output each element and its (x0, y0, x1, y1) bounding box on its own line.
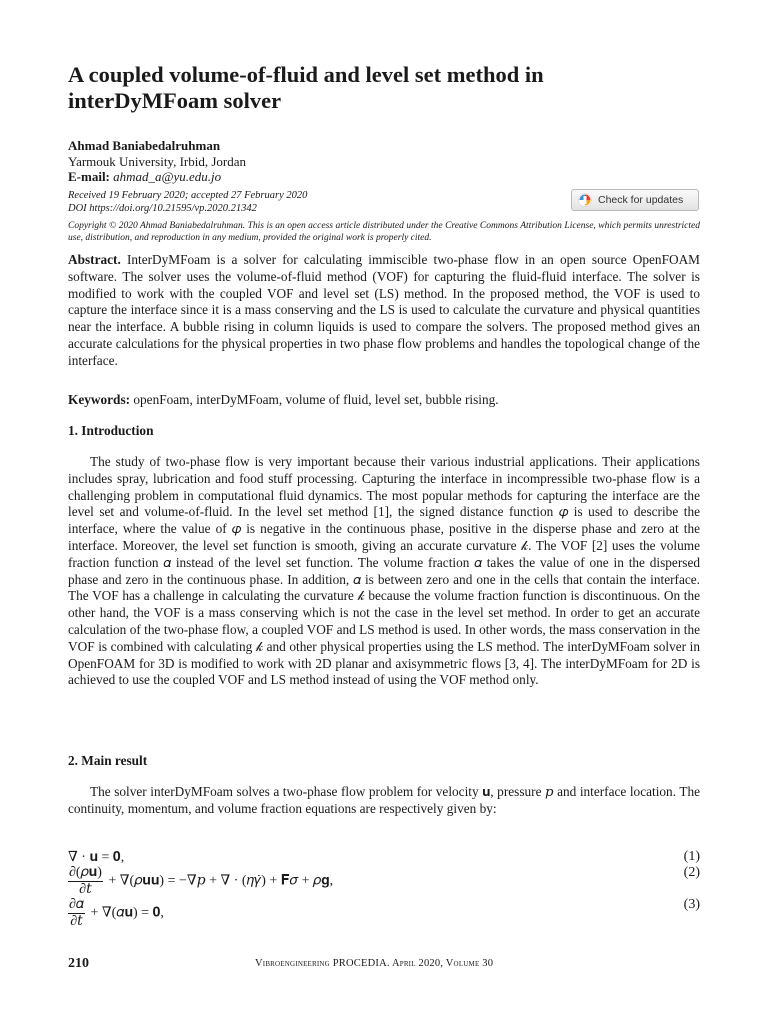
check-for-updates-label: Check for updates (598, 194, 684, 206)
author-name: Ahmad Baniabedalruhman (68, 138, 221, 153)
journal-running-footer: Vibroengineering PROCEDIA. April 2020, Volume 30 (255, 958, 494, 969)
keywords (68, 392, 700, 409)
equation-2-expression (68, 865, 333, 898)
section-heading-main-result: 2. Main result (68, 753, 148, 768)
received-dates: Received 19 February 2020; accepted 27 February 2020 (68, 190, 308, 201)
equation-1-number: (1) (683, 849, 700, 864)
equation-3-numerator: ∂𝛼 (69, 897, 85, 912)
keywords-text: openFoam, interDyMFoam, volume of fluid, level set, bubble rising. (130, 392, 499, 407)
main-result-paragraph: The solver interDyMFoam solves a two-phase flow problem for velocity 𝐮, pressure 𝑝 and interface location. The continuity, momentum, and volume fraction equations are respectively given by: (68, 784, 700, 816)
equation-3-denominator: ∂𝑡 (70, 914, 83, 929)
page-number: 210 (68, 956, 89, 971)
equation-2-numerator: ∂(𝜌𝐮) (69, 865, 102, 880)
crossmark-icon (578, 193, 592, 207)
author-email-line (68, 169, 246, 185)
copyright-notice: Copyright © 2020 Ahmad Baniabedalruhman. This is an open access article distributed under the Creative Commons Attribution License, which permits unrestricted use, distribution, and reproduction in any medium, provided the original work is properly cited. (68, 221, 700, 243)
abstract (68, 252, 700, 370)
equation-2-denominator: ∂𝑡 (79, 882, 92, 897)
check-for-updates-button[interactable] (571, 189, 699, 211)
equation-1-expression: ∇ · 𝐮 = 𝟎, (68, 850, 125, 865)
paper-page (68, 0, 700, 1024)
paper-title: A coupled volume-of-fluid and level set method in interDyMFoam solver (68, 62, 544, 113)
article-meta (68, 189, 307, 215)
equation-2-rest: + ∇(𝜌𝐮𝐮) = −∇𝑝 + ∇ · (𝜂𝛾̇) + 𝐅𝜎 + 𝜌𝐠, (104, 873, 334, 889)
equation-3-rest: + ∇(𝛼𝐮) = 𝟎, (87, 905, 164, 921)
keywords-label: Keywords: (68, 392, 131, 407)
equation-3-number: (3) (683, 897, 700, 912)
introduction-paragraph: The study of two-phase flow is very important because their various industrial applications. Their applications includes spray, lubrication and food stuff processing. Capturing the interface in incompressible two-phase flow is a challenging problem in computational fluid dynamics. The most popular methods for capturing the interface are the level set and volume-of-fluid. In the level set method [1], the signed distance function 𝜑 is used to describe the interface, where the value of 𝜑 is negative in the continuous phase, positive in the disperse phase and zero at the interface. Moreover, the level set function is smooth, giving an accurate curvature 𝓀. The VOF [2] uses the volume fraction function 𝛼 instead of the level set function. The volume fraction 𝛼 takes the value of one in the dispersed phase and zero in the continuous phase. In addition, 𝛼 is between zero and one in the cells that contain the interface. The VOF has a challenge in calculating the curvature 𝓀 because the volume fraction function is discontinuous. On the other hand, the VOF is a mass conserving which is not the case in the level set method. In order to get an accurate calculation of the two-phase flow, a coupled VOF and LS method is used. In other words, the mass conservation in the VOF is combined with calculating 𝓀 and other physical properties using the LS method. The interDyMFoam solver in OpenFOAM for 3D is modified to work with 2D planar and axisymmetric flows [3, 4]. The interDyMFoam for 2D is achieved to use the coupled VOF and LS method instead of using the VOF method only. (68, 454, 700, 688)
email-link[interactable]: ahmad_a@yu.edu.jo (113, 169, 222, 184)
equation-3-expression (68, 897, 164, 930)
equation-volume-fraction (68, 897, 700, 929)
author-block (68, 138, 246, 185)
section-heading-introduction: 1. Introduction (68, 423, 154, 438)
abstract-label: Abstract. (68, 252, 121, 267)
equation-momentum (68, 865, 700, 897)
equation-3-fraction (68, 897, 85, 930)
email-label: E-mail: (68, 169, 110, 184)
equation-2-number: (2) (683, 865, 700, 880)
doi-link[interactable]: DOI https://doi.org/10.21595/vp.2020.21342 (68, 203, 257, 214)
author-affiliation: Yarmouk University, Irbid, Jordan (68, 153, 247, 169)
abstract-text: InterDyMFoam is a solver for calculating immiscible two-phase flow in an open source OpenFOAM software. The solver uses the volume-of-fluid method (VOF) for capturing the fluid-fluid interface. The solver is modified to work with the coupled VOF and level set (LS) method. In the proposed method, the VOF is used to capture the interface since it is a mass conserving and the LS is used to calculate the curvature and physical quantities near the interface. A bubble rising in column liquids is used to compare the solvers. The proposed method gives an accurate calculations for the physical properties in two phase flow problems and handles the topological change of the interface. (68, 252, 700, 368)
page-footer (68, 956, 700, 976)
equation-2-fraction (68, 865, 103, 898)
